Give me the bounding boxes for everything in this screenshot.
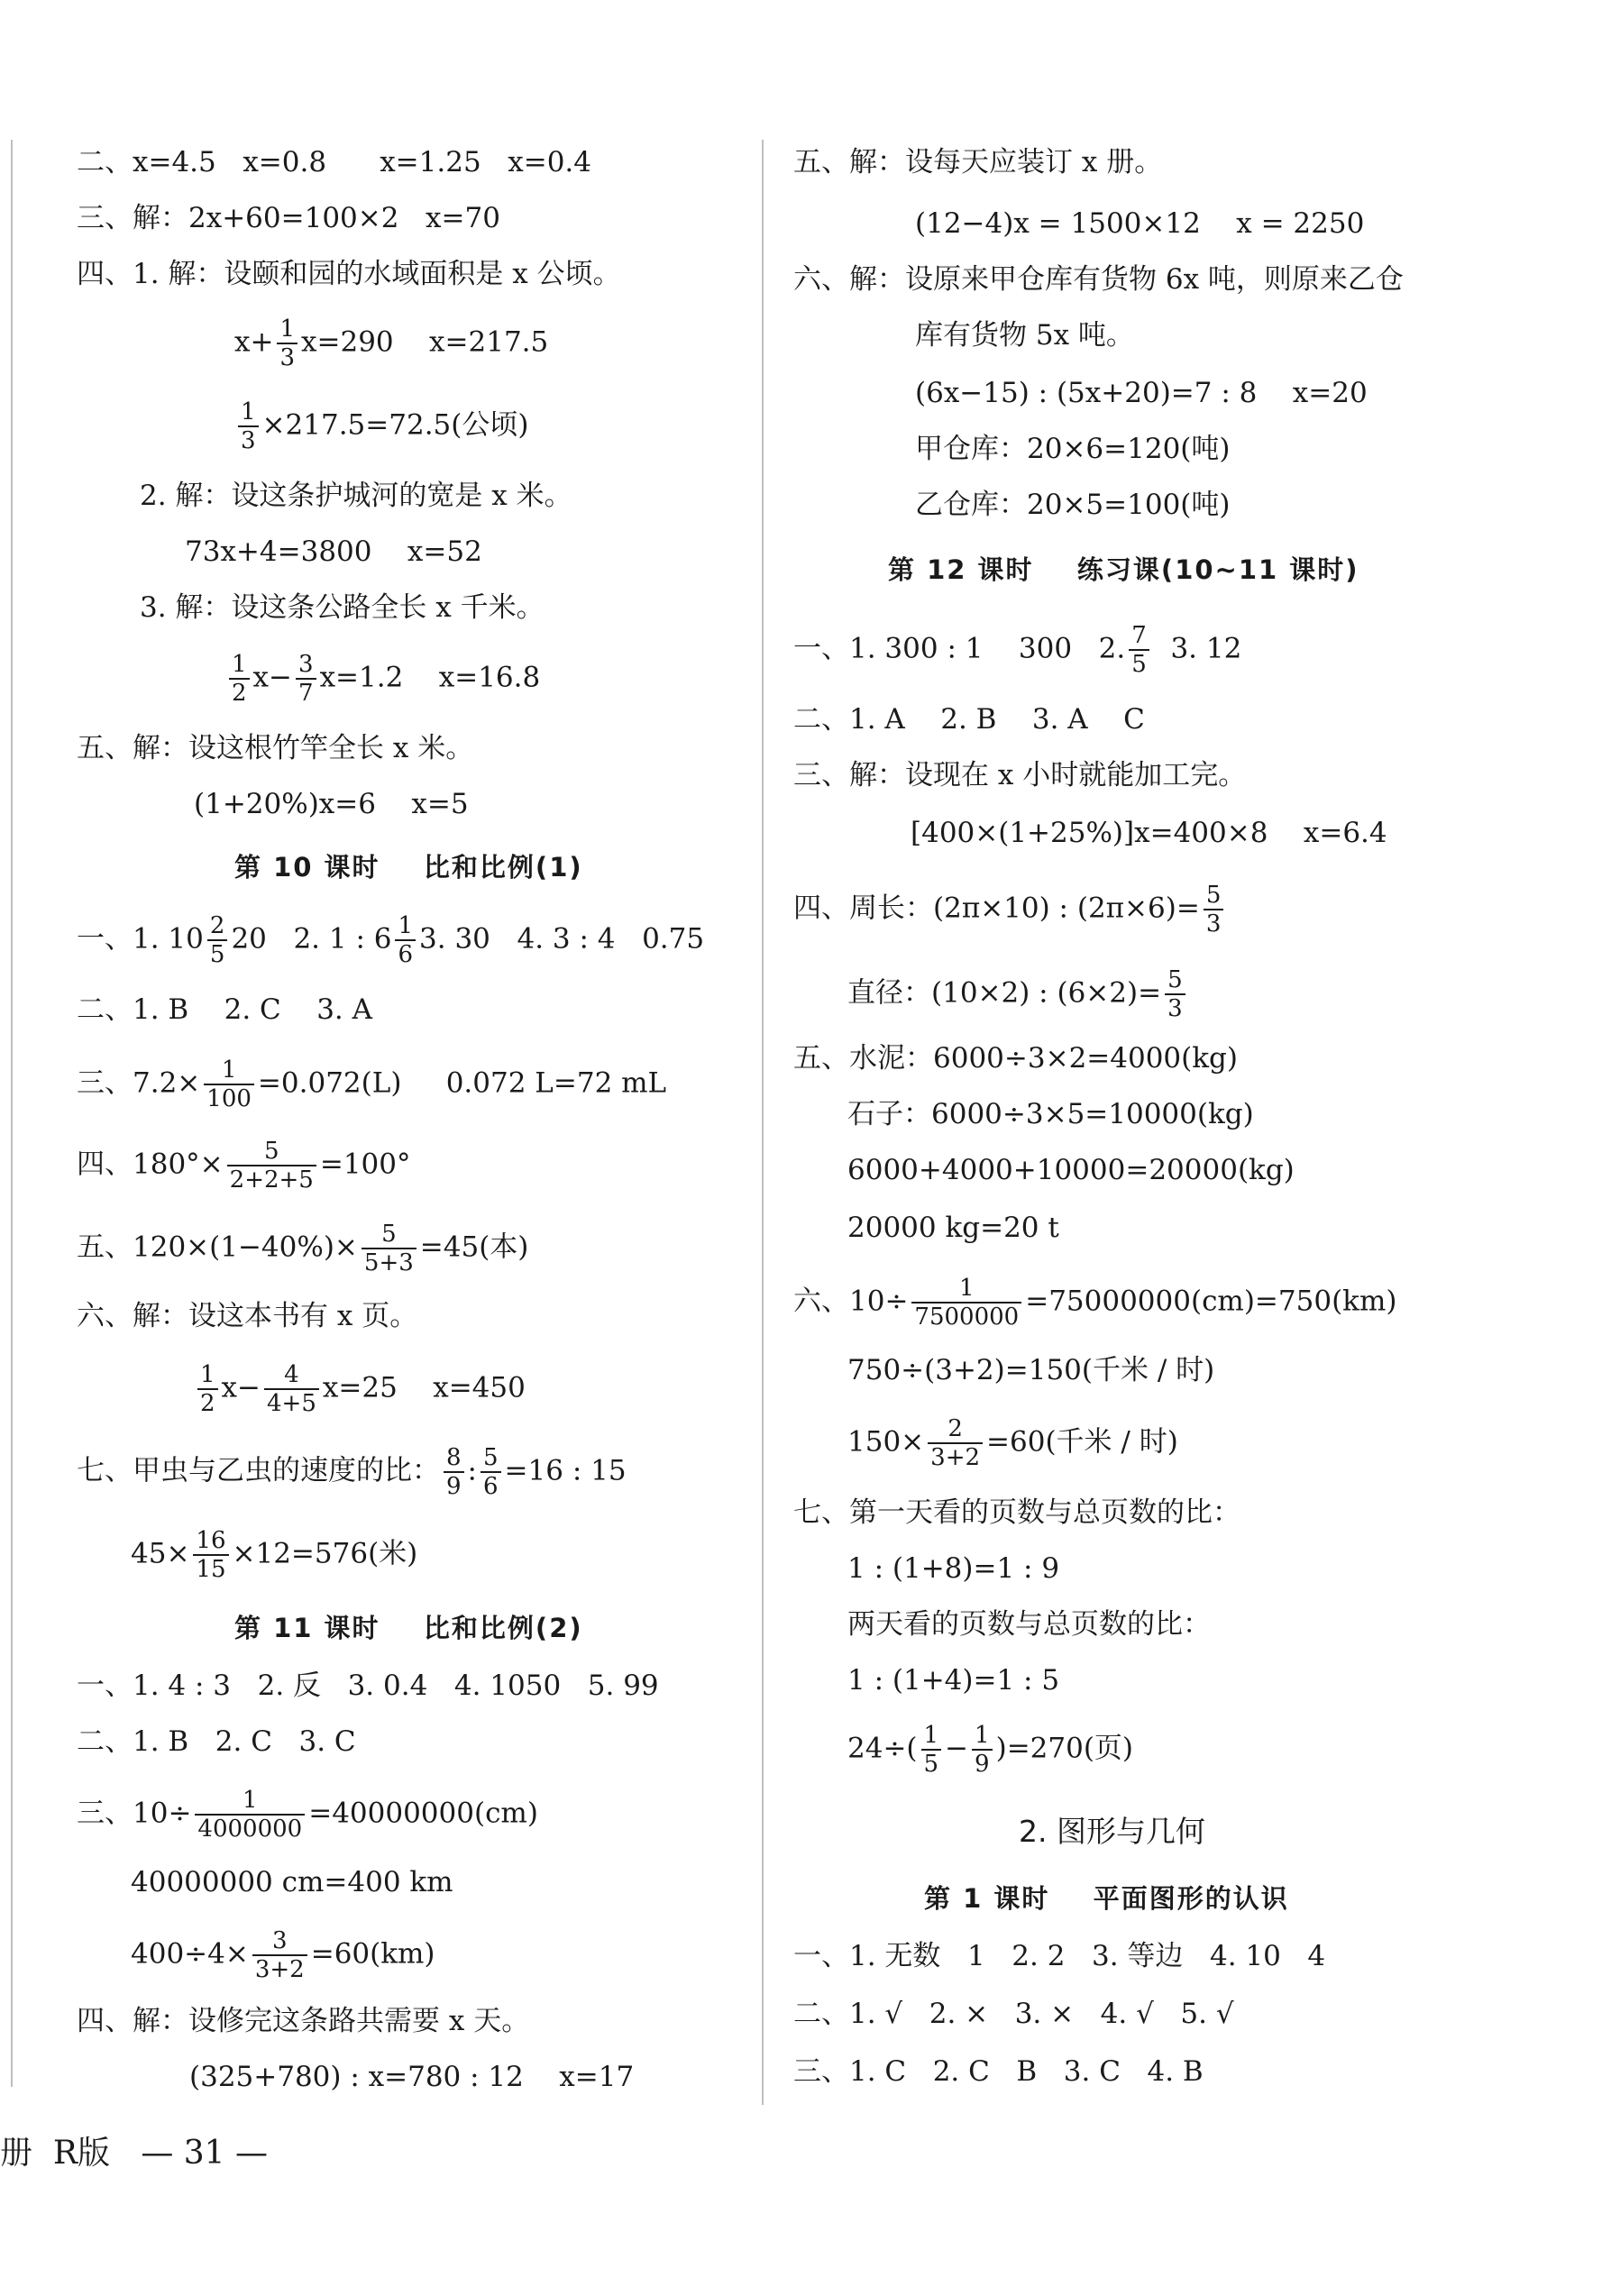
equation-line: (6x−15) : (5x+20)=7 : 8 x=20 bbox=[915, 377, 1368, 409]
left-margin-rule bbox=[11, 140, 13, 2087]
answer-line: 二、1. A 2. B 3. A C bbox=[793, 703, 1145, 736]
fraction: $\frac{1}{9}$ bbox=[972, 1722, 993, 1778]
equation-line: 乙仓库：20×5=100(吨) bbox=[915, 489, 1231, 521]
equation-line: 石子：6000÷3×5=10000(kg) bbox=[847, 1098, 1254, 1130]
fraction: $\frac{3}{3+2}$ bbox=[252, 1927, 307, 1983]
equation-line: 20000 kg=20 t bbox=[847, 1212, 1059, 1244]
equation-line: (12−4)x = 1500×12 x = 2250 bbox=[915, 207, 1365, 240]
equation-line: 400÷4× $\frac{3}{3+2}$ =60(km) bbox=[131, 1927, 435, 1983]
answer-line: 二、x=4.5 x=0.8 x=1.25 x=0.4 bbox=[77, 146, 592, 178]
fraction: $\frac{7}{5}$ bbox=[1129, 622, 1149, 678]
lesson-heading: 第 11 课时 比和比例(2) bbox=[234, 1613, 583, 1643]
equation-line: 直径：(10×2) : (6×2)= $\frac{5}{3}$ bbox=[847, 966, 1189, 1022]
fraction: $\frac{16}{15}$ bbox=[193, 1527, 228, 1583]
answer-line: 一、1. 10 $\frac{2}{5}$ 20 2. 1 : 6 $\frac{1}{6}$ 3. 30 4. 3 : 4 0.75 bbox=[77, 912, 705, 968]
answer-line: 二、1. B 2. C 3. C bbox=[77, 1725, 356, 1758]
fraction: $\frac{3}{7}$ bbox=[296, 651, 316, 707]
lesson-heading: 第 1 课时 平面图形的认识 bbox=[924, 1883, 1289, 1914]
lesson-heading: 第 12 课时 练习课(10~11 课时) bbox=[888, 554, 1359, 585]
answer-line: 三、解：2x+60=100×2 x=70 bbox=[77, 202, 500, 234]
fraction: $\frac{1}{7500000}$ bbox=[911, 1275, 1021, 1331]
equation-line: (325+780) : x=780 : 12 x=17 bbox=[189, 2061, 635, 2093]
answer-line: 二、1. √ 2. × 3. × 4. √ 5. √ bbox=[793, 1998, 1234, 2030]
fraction: $\frac{1}{3}$ bbox=[277, 316, 297, 371]
answer-line: 三、10÷ $\frac{1}{4000000}$ =40000000(cm) bbox=[77, 1787, 538, 1843]
equation-line: $\frac{1}{2}$ x− $\frac{4}{4+5}$ x=25 x=450 bbox=[194, 1361, 526, 1417]
equation-line: [400×(1+25%)]x=400×8 x=6.4 bbox=[911, 817, 1387, 849]
equation-line: 24÷( $\frac{1}{5}$ − $\frac{1}{9}$ )=270(页) bbox=[847, 1722, 1134, 1778]
fraction: $\frac{8}{9}$ bbox=[444, 1444, 464, 1500]
answer-line: 五、120×(1−40%)× $\frac{5}{5+3}$ =45(本) bbox=[77, 1221, 529, 1276]
answer-line: 五、水泥：6000÷3×2=4000(kg) bbox=[793, 1042, 1238, 1075]
answer-line: 两天看的页数与总页数的比： bbox=[847, 1608, 1211, 1641]
equation-line: 6000+4000+10000=20000(kg) bbox=[847, 1154, 1295, 1186]
answer-line: 五、解：设每天应装订 x 册。 bbox=[793, 146, 1163, 178]
fraction: $\frac{1}{3}$ bbox=[238, 398, 259, 454]
answer-line: 六、10÷ $\frac{1}{7500000}$ =75000000(cm)=750(km) bbox=[793, 1275, 1397, 1331]
answer-line: 七、甲虫与乙虫的速度的比： $\frac{8}{9}$ : $\frac{5}{6}$ =16 : 15 bbox=[77, 1444, 627, 1500]
fraction: $\frac{2}{5}$ bbox=[207, 912, 228, 968]
answer-line: 三、7.2× $\frac{1}{100}$ =0.072(L) 0.072 L=72 mL bbox=[77, 1057, 667, 1112]
equation-line: $\frac{1}{2}$ x− $\frac{3}{7}$ x=1.2 x=16.8 bbox=[225, 651, 540, 707]
column-divider bbox=[762, 140, 764, 2105]
answer-line: 三、1. C 2. C B 3. C 4. B bbox=[793, 2055, 1204, 2088]
answer-line: 六、解：设原来甲仓库有货物 6x 吨，则原来乙仓 bbox=[793, 263, 1404, 296]
answer-line: 一、1. 4 : 3 2. 反 3. 0.4 4. 1050 5. 99 bbox=[77, 1669, 659, 1702]
fraction: $\frac{1}{5}$ bbox=[921, 1722, 942, 1778]
answer-line: 五、解：设这根竹竿全长 x 米。 bbox=[77, 732, 474, 764]
fraction: $\frac{5}{6}$ bbox=[481, 1444, 501, 1500]
fraction: $\frac{1}{2}$ bbox=[197, 1361, 218, 1417]
equation-line: 150× $\frac{2}{3+2}$ =60(千米 / 时) bbox=[847, 1415, 1178, 1471]
fraction: $\frac{1}{100}$ bbox=[204, 1057, 254, 1112]
fraction: $\frac{4}{4+5}$ bbox=[264, 1361, 319, 1417]
answer-line: 四、周长：(2π×10) : (2π×6)= $\frac{5}{3}$ bbox=[793, 882, 1227, 938]
equation-line: 1 : (1+4)=1 : 5 bbox=[847, 1664, 1060, 1697]
equation-line: $\frac{1}{3}$ ×217.5=72.5(公顷) bbox=[234, 398, 528, 454]
fraction: $\frac{1}{2}$ bbox=[229, 651, 250, 707]
equation-line: 1 : (1+8)=1 : 9 bbox=[847, 1552, 1060, 1585]
answer-line: 六、解：设这本书有 x 页。 bbox=[77, 1300, 418, 1332]
fraction: $\frac{5}{5+3}$ bbox=[362, 1221, 416, 1276]
equation-line: 甲仓库：20×6=120(吨) bbox=[915, 433, 1231, 465]
lesson-heading: 第 10 课时 比和比例(1) bbox=[234, 852, 583, 883]
answer-line: 四、180°× $\frac{5}{2+2+5}$ =100° bbox=[77, 1138, 411, 1194]
fraction: $\frac{1}{4000000}$ bbox=[195, 1787, 305, 1843]
equation-line: 73x+4=3800 x=52 bbox=[185, 535, 482, 568]
equation-line: 750÷(3+2)=150(千米 / 时) bbox=[847, 1354, 1215, 1386]
answer-line: 三、解：设现在 x 小时就能加工完。 bbox=[793, 759, 1247, 791]
equation-line: 40000000 cm=400 km bbox=[131, 1866, 453, 1898]
fraction: $\frac{5}{3}$ bbox=[1165, 966, 1185, 1022]
fraction: $\frac{2}{3+2}$ bbox=[928, 1415, 983, 1471]
answer-line: 一、1. 无数 1 2. 2 3. 等边 4. 10 4 bbox=[793, 1940, 1326, 1972]
fraction: $\frac{5}{2+2+5}$ bbox=[227, 1138, 316, 1194]
answer-line: 2. 解：设这条护城河的宽是 x 米。 bbox=[140, 480, 572, 512]
page-footer: 册 R版 — 31 — bbox=[0, 2135, 269, 2172]
answer-line: 一、1. 300 : 1 300 2. $\frac{7}{5}$ 3. 12 bbox=[793, 622, 1242, 678]
answer-line: 二、1. B 2. C 3. A bbox=[77, 993, 373, 1026]
fraction: $\frac{1}{6}$ bbox=[395, 912, 416, 968]
section-heading: 2. 图形与几何 bbox=[1019, 1814, 1205, 1849]
equation-line: (1+20%)x=6 x=5 bbox=[194, 788, 469, 820]
fraction: $\frac{5}{3}$ bbox=[1204, 882, 1224, 938]
answer-line: 3. 解：设这条公路全长 x 千米。 bbox=[140, 591, 545, 624]
answer-line: 四、解：设修完这条路共需要 x 天。 bbox=[77, 2005, 530, 2037]
equation-line: x+ $\frac{1}{3}$ x=290 x=217.5 bbox=[234, 316, 549, 371]
answer-line: 四、1. 解：设颐和园的水域面积是 x 公顷。 bbox=[77, 258, 621, 290]
answer-line: 七、第一天看的页数与总页数的比： bbox=[793, 1496, 1240, 1529]
answer-line: 库有货物 5x 吨。 bbox=[915, 319, 1134, 352]
equation-line: 45× $\frac{16}{15}$ ×12=576(米) bbox=[131, 1527, 418, 1583]
